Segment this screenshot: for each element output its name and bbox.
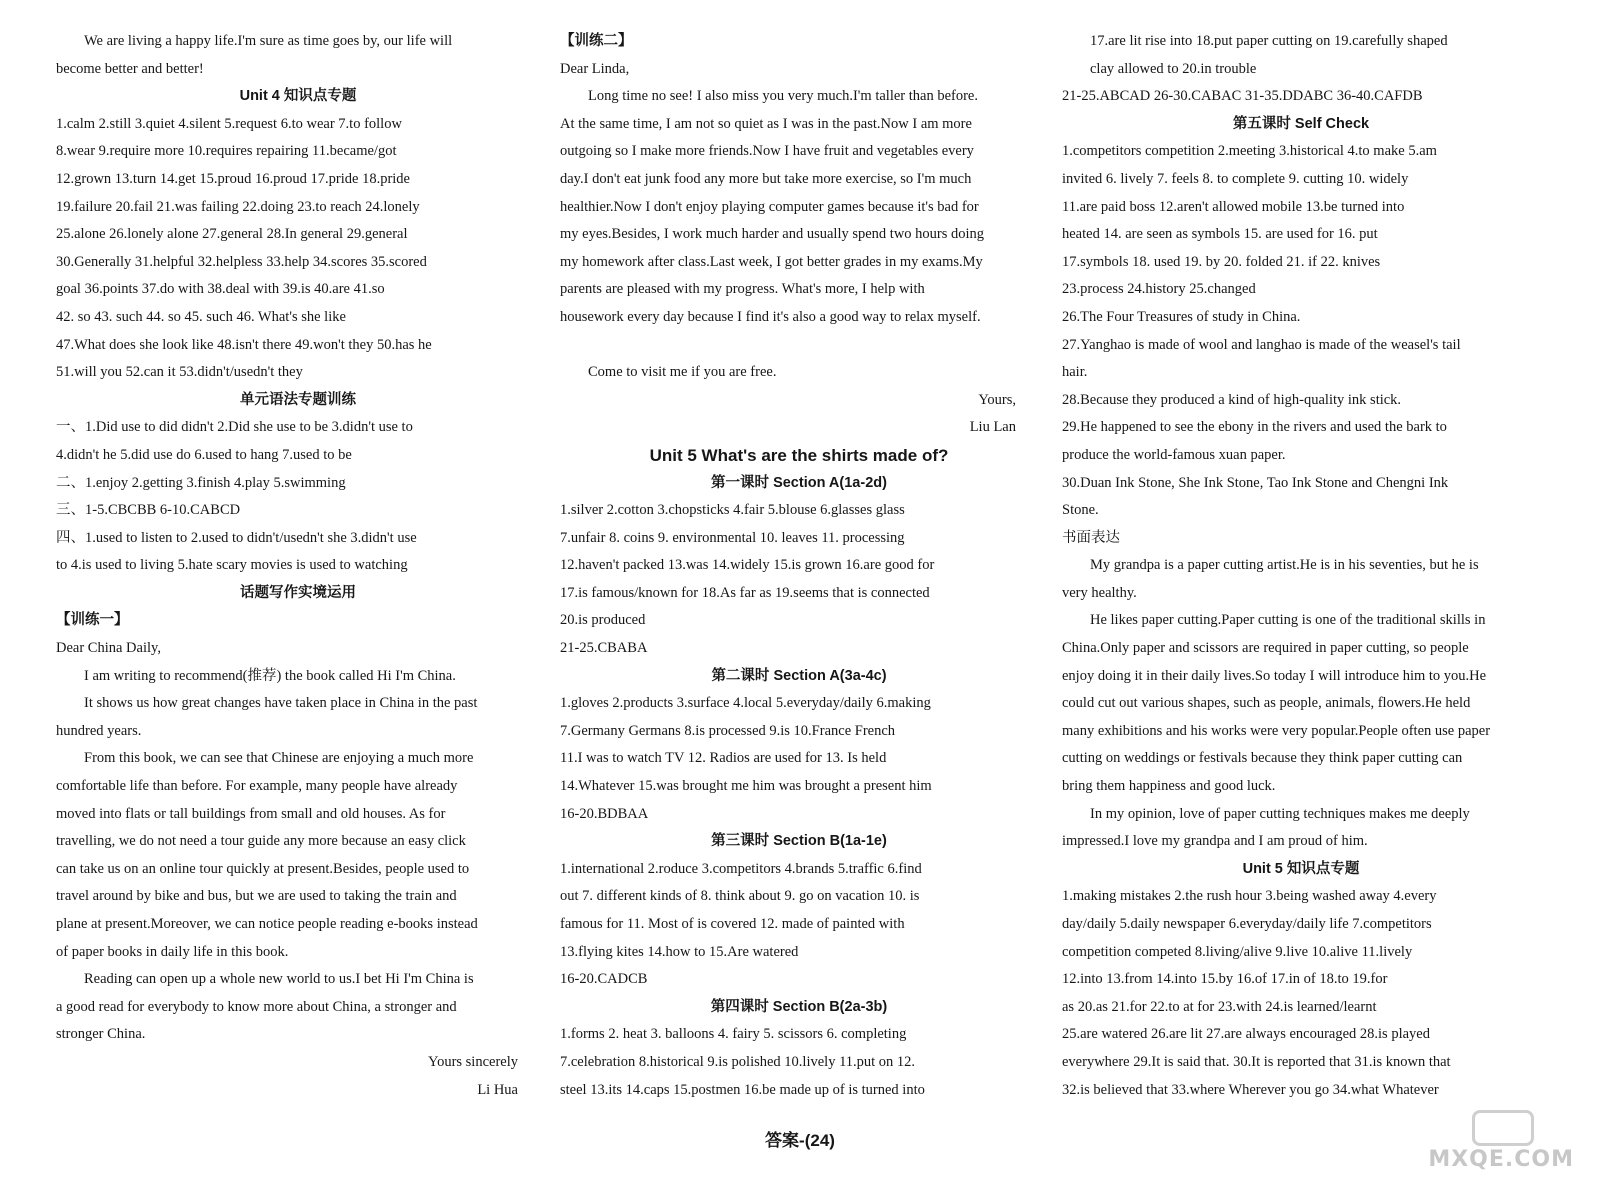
text-line: could cut out various shapes, such as people, animals, flowers.He held bbox=[1062, 695, 1471, 712]
text-line: Yours sincerely bbox=[428, 1053, 518, 1070]
text-line: everywhere 29.It is said that. 30.It is reported that 31.is known that bbox=[1062, 1053, 1451, 1070]
text-line: 12.grown 13.turn 14.get 15.proud 16.proud 17.pride 18.pride bbox=[56, 170, 410, 187]
text-line: 21-25.ABCAD 26-30.CABAC 31-35.DDABC 36-40.CAFDB bbox=[1062, 88, 1423, 105]
text-line: can take us on an online tour quickly at present.Besides, people used to bbox=[56, 860, 470, 877]
text-line: hair. bbox=[1062, 364, 1088, 381]
section-heading: Unit 5 What's are the shirts made of? bbox=[649, 445, 949, 465]
text-line: travelling, we do not need a tour guide any more because an easy click bbox=[56, 833, 466, 850]
section-heading: 单元语法专题训练 bbox=[240, 391, 356, 408]
text-line: clay allowed to 20.in trouble bbox=[1090, 60, 1257, 77]
text-line: 21-25.CBABA bbox=[560, 640, 648, 657]
text-line: invited 6. lively 7. feels 8. to complete 9. cutting 10. widely bbox=[1062, 170, 1409, 187]
text-line: 7.celebration 8.historical 9.is polished 10.lively 11.put on 12. bbox=[560, 1053, 916, 1070]
text-line: 25.alone 26.lonely alone 27.general 28.In general 29.general bbox=[56, 226, 408, 243]
text-line: day.I don't eat junk food any more but take more exercise, so I'm much bbox=[560, 170, 972, 187]
text-line: 二、1.enjoy 2.getting 3.finish 4.play 5.swimming bbox=[56, 474, 346, 491]
text-line: Li Hua bbox=[477, 1081, 518, 1098]
text-line: heated 14. are seen as symbols 15. are used for 16. put bbox=[1062, 226, 1378, 243]
text-line: 1.international 2.roduce 3.competitors 4.brands 5.traffic 6.find bbox=[560, 860, 922, 877]
text-line: competition competed 8.living/alive 9.live 10.alive 11.lively bbox=[1062, 943, 1413, 960]
section-heading: 第一课时 Section A(1a-2d) bbox=[711, 474, 887, 491]
text-line: 四、1.used to listen to 2.used to didn't/usedn't she 3.didn't use bbox=[56, 529, 417, 546]
text-line: 【训练一】 bbox=[56, 612, 129, 629]
section-heading: Unit 4 知识点专题 bbox=[239, 88, 357, 105]
watermark-text: MXQE.COM bbox=[1428, 1147, 1574, 1172]
text-line: bring them happiness and good luck. bbox=[1062, 778, 1276, 795]
watermark-logo bbox=[1428, 1110, 1574, 1172]
watermark-icon bbox=[1472, 1110, 1534, 1146]
text-line: moved into flats or tall buildings from small and old houses. As for bbox=[56, 805, 446, 822]
text-line: cutting on weddings or festivals because they think paper cutting can bbox=[1062, 750, 1463, 767]
text-line: out 7. different kinds of 8. think about 9. go on vacation 10. is bbox=[560, 888, 920, 905]
text-line: of paper books in daily life in this book. bbox=[56, 943, 289, 960]
text-line: 51.will you 52.can it 53.didn't/usedn't they bbox=[56, 364, 303, 381]
text-line: travel around by bike and bus, but we are used to taking the train and bbox=[56, 888, 457, 905]
text-line: outgoing so I make more friends.Now I have fruit and vegetables every bbox=[560, 143, 974, 160]
text-line: 23.process 24.history 25.changed bbox=[1062, 281, 1256, 298]
text-line: 30.Duan Ink Stone, She Ink Stone, Tao Ink Stone and Chengni Ink bbox=[1062, 474, 1449, 491]
text-line: I am writing to recommend(推荐) the book called Hi I'm China. bbox=[84, 667, 456, 684]
text-line: 11.are paid boss 12.aren't allowed mobile 13.be turned into bbox=[1062, 198, 1405, 215]
text-line: 16-20.CADCB bbox=[560, 971, 648, 988]
text-line: 三、1-5.CBCBB 6-10.CABCD bbox=[56, 502, 241, 519]
text-line: 30.Generally 31.helpful 32.helpless 33.help 34.scores 35.scored bbox=[56, 253, 427, 270]
section-heading: Unit 5 知识点专题 bbox=[1242, 860, 1360, 877]
text-line: 47.What does she look like 48.isn't there 49.won't they 50.has he bbox=[56, 336, 432, 353]
text-line: 42. so 43. such 44. so 45. such 46. What's she like bbox=[56, 308, 346, 325]
text-line: Liu Lan bbox=[969, 419, 1016, 436]
text-line: comfortable life than before. For example, many people have already bbox=[56, 778, 458, 795]
text-line: At the same time, I am not so quiet as I was in the past.Now I am more bbox=[560, 115, 972, 132]
text-line: 17.are lit rise into 18.put paper cutting on 19.carefully shaped bbox=[1090, 33, 1448, 49]
text-line: my eyes.Besides, I work much harder and usually spend two hours doing bbox=[560, 226, 985, 243]
text-line: Reading can open up a whole new world to us.I bet Hi I'm China is bbox=[84, 971, 474, 988]
text-line: as 20.as 21.for 22.to at for 23.with 24.is learned/learnt bbox=[1062, 998, 1377, 1015]
text-line: 1.gloves 2.products 3.surface 4.local 5.everyday/daily 6.making bbox=[560, 695, 931, 712]
text-line: housework every day because I find it's also a good way to relax myself. bbox=[560, 308, 981, 325]
text-line: 29.He happened to see the ebony in the rivers and used the bark to bbox=[1062, 419, 1447, 436]
text-line bbox=[560, 332, 1038, 360]
text-line: 27.Yanghao is made of wool and langhao is made of the weasel's tail bbox=[1062, 336, 1461, 353]
text-line: 32.is believed that 33.where Wherever you go 34.what Whatever bbox=[1062, 1081, 1439, 1098]
text-line: 19.failure 20.fail 21.was failing 22.doing 23.to reach 24.lonely bbox=[56, 198, 420, 215]
text-line: 17.is famous/known for 18.As far as 19.seems that is connected bbox=[560, 584, 930, 601]
text-line: become better and better! bbox=[56, 60, 204, 77]
text-line: 16-20.BDBAA bbox=[560, 805, 649, 822]
text-line: enjoy doing it in their daily lives.So today I will introduce him to you.He bbox=[1062, 667, 1487, 684]
section-heading: 第五课时 Self Check bbox=[1232, 115, 1370, 132]
text-line: In my opinion, love of paper cutting techniques makes me deeply bbox=[1090, 805, 1470, 822]
text-line: plane at present.Moreover, we can notice people reading e-books instead bbox=[56, 916, 478, 932]
text-line: China.Only paper and scissors are required in paper cutting, so people bbox=[1062, 640, 1469, 657]
text-line: 13.flying kites 14.how to 15.Are watered bbox=[560, 943, 799, 960]
page-number: 答案-(24) bbox=[765, 1131, 835, 1150]
text-line: 11.I was to watch TV 12. Radios are used for 13. Is held bbox=[560, 750, 887, 767]
text-line: 7.Germany Germans 8.is processed 9.is 10.France French bbox=[560, 722, 896, 739]
column-right bbox=[1062, 28, 1540, 1104]
text-line: to 4.is used to living 5.hate scary movies is used to watching bbox=[56, 557, 408, 574]
text-line: 一、1.Did use to did didn't 2.Did she use to be 3.didn't use to bbox=[56, 419, 413, 436]
section-heading: 话题写作实境运用 bbox=[240, 584, 356, 601]
text-line: 1.silver 2.cotton 3.chopsticks 4.fair 5.blouse 6.glasses glass bbox=[560, 502, 905, 519]
text-line: 1.making mistakes 2.the rush hour 3.being washed away 4.every bbox=[1062, 888, 1437, 905]
text-line: 12.into 13.from 14.into 15.by 16.of 17.in of 18.to 19.for bbox=[1062, 971, 1388, 988]
text-line: 14.Whatever 15.was brought me him was brought a present him bbox=[560, 778, 932, 795]
text-line: Come to visit me if you are free. bbox=[588, 364, 777, 381]
column-left bbox=[56, 28, 540, 1104]
section-heading: 第三课时 Section B(1a-1e) bbox=[711, 833, 887, 850]
text-line: Stone. bbox=[1062, 502, 1099, 519]
text-line: 7.unfair 8. coins 9. environmental 10. leaves 11. processing bbox=[560, 529, 905, 546]
text-line: 25.are watered 26.are lit 27.are always encouraged 28.is played bbox=[1062, 1026, 1430, 1043]
text-line: 【训练二】 bbox=[560, 33, 633, 49]
text-line: 1.calm 2.still 3.quiet 4.silent 5.request 6.to wear 7.to follow bbox=[56, 115, 402, 132]
text-line: a good read for everybody to know more about China, a stronger and bbox=[56, 998, 457, 1015]
section-heading: 第四课时 Section B(2a-3b) bbox=[710, 998, 888, 1015]
text-line: day/daily 5.daily newspaper 6.everyday/daily life 7.competitors bbox=[1062, 916, 1432, 932]
text-line: 1.forms 2. heat 3. balloons 4. fairy 5. scissors 6. completing bbox=[560, 1026, 907, 1043]
text-line: Long time no see! I also miss you very much.I'm taller than before. bbox=[588, 88, 978, 105]
text-line: 28.Because they produced a kind of high-quality ink stick. bbox=[1062, 391, 1402, 408]
text-line: stronger China. bbox=[56, 1026, 146, 1043]
text-line: produce the world-famous xuan paper. bbox=[1062, 446, 1286, 463]
text-line: From this book, we can see that Chinese are enjoying a much more bbox=[84, 750, 474, 767]
text-line: 1.competitors competition 2.meeting 3.historical 4.to make 5.am bbox=[1062, 143, 1437, 160]
text-line: very healthy. bbox=[1062, 584, 1137, 601]
text-line: We are living a happy life.I'm sure as time goes by, our life will bbox=[84, 33, 453, 49]
text-line: Dear Linda, bbox=[560, 60, 630, 77]
text-line: steel 13.its 14.caps 15.postmen 16.be made up of is turned into bbox=[560, 1081, 925, 1098]
text-line: hundred years. bbox=[56, 722, 142, 739]
text-line: My grandpa is a paper cutting artist.He is in his seventies, but he is bbox=[1090, 557, 1479, 574]
text-line: 17.symbols 18. used 19. by 20. folded 21. if 22. knives bbox=[1062, 253, 1381, 270]
text-line: parents are pleased with my progress. What's more, I help with bbox=[560, 281, 925, 298]
text-line: He likes paper cutting.Paper cutting is one of the traditional skills in bbox=[1090, 612, 1486, 629]
text-line: my homework after class.Last week, I got better grades in my exams.My bbox=[560, 253, 983, 270]
text-line: 12.haven't packed 13.was 14.widely 15.is grown 16.are good for bbox=[560, 557, 935, 574]
text-line: 8.wear 9.require more 10.requires repairing 11.became/got bbox=[56, 143, 397, 160]
text-line: Yours, bbox=[978, 391, 1016, 408]
section-heading: 第二课时 Section A(3a-4c) bbox=[711, 667, 887, 684]
text-line: 26.The Four Treasures of study in China. bbox=[1062, 308, 1301, 325]
text-line: It shows us how great changes have taken place in China in the past bbox=[84, 695, 478, 712]
text-line: 20.is produced bbox=[560, 612, 646, 629]
text-line: Dear China Daily, bbox=[56, 640, 161, 657]
column-middle bbox=[560, 28, 1038, 1104]
text-line: 4.didn't he 5.did use do 6.used to hang 7.used to be bbox=[56, 446, 352, 463]
text-line: many exhibitions and his works were very popular.People often use paper bbox=[1062, 722, 1491, 739]
text-line: famous for 11. Most of is covered 12. made of painted with bbox=[560, 916, 905, 932]
text-line: healthier.Now I don't enjoy playing computer games because it's bad for bbox=[560, 198, 979, 215]
text-line: 书面表达 bbox=[1062, 529, 1120, 546]
text-line: impressed.I love my grandpa and I am proud of him. bbox=[1062, 833, 1368, 850]
text-line: goal 36.points 37.do with 38.deal with 39.is 40.are 41.so bbox=[56, 281, 385, 298]
